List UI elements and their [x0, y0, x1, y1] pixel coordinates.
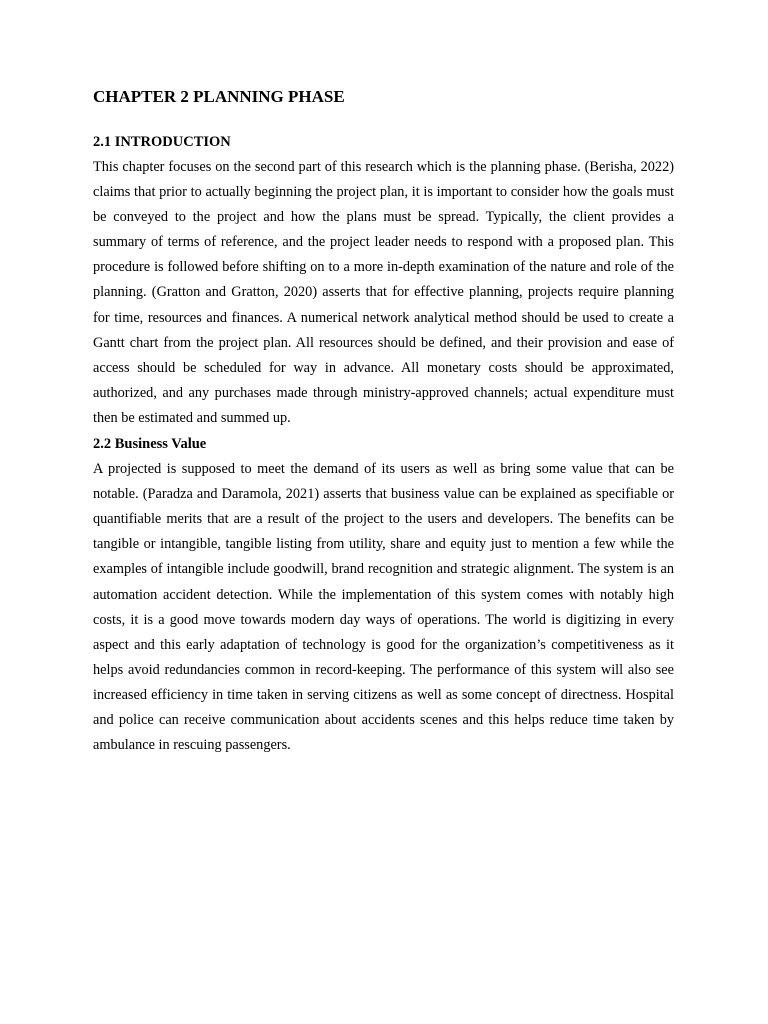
section-introduction: [93, 130, 674, 431]
section-heading-introduction: 2.1 INTRODUCTION: [93, 134, 231, 150]
document-page: [93, 86, 674, 758]
section-business-value: [93, 432, 674, 758]
section-paragraph-introduction: This chapter focuses on the second part of this research which is the planning phase. (Berisha, 2022) claims that prior to actually beginning the project plan, it is important to consider how the goals must be conveyed to the project and how the plans must be spread. Typically, the client provides a summary of terms of reference, and the project leader needs to respond with a proposed plan. This procedure is followed before shifting on to a more in-depth examination of the nature and role of the planning. (Gratton and Gratton, 2020) asserts that for effective planning, projects require planning for time, resources and finances. A numerical network analytical method should be used to create a Gantt chart from the project plan. All resources should be defined, and their provision and ease of access should be scheduled for way in advance. All monetary costs should be approximated, authorized, and any purchases made through ministry-approved channels; actual expenditure must then be estimated and summed up.: [93, 159, 674, 426]
section-heading-business-value: 2.2 Business Value: [93, 436, 207, 453]
chapter-title: CHAPTER 2 PLANNING PHASE: [93, 87, 345, 106]
section-paragraph-business-value: A projected is supposed to meet the demand of its users as well as bring some value that can be notable. (Paradza and Daramola, 2021) asserts that business value can be explained as specifiable or quantifiable merits that are a result of the project to the users and developers. The benefits can be tangible or intangible, tangible listing from utility, share and equity just to mention a few while the examples of intangible include goodwill, brand recognition and strategic alignment. The system is an automation accident detection. While the implementation of this system comes with notably high costs, it is a good move towards modern day ways of operations. The world is digitizing in every aspect and this early adaptation of technology is good for the organization’s competitiveness as it helps avoid redundancies common in record-keeping. The performance of this system will also see increased efficiency in time taken in serving citizens as well as some concept of directness. Hospital and police can receive communication about accidents scenes and this helps reduce time taken by ambulance in rescuing passengers.: [93, 461, 674, 754]
